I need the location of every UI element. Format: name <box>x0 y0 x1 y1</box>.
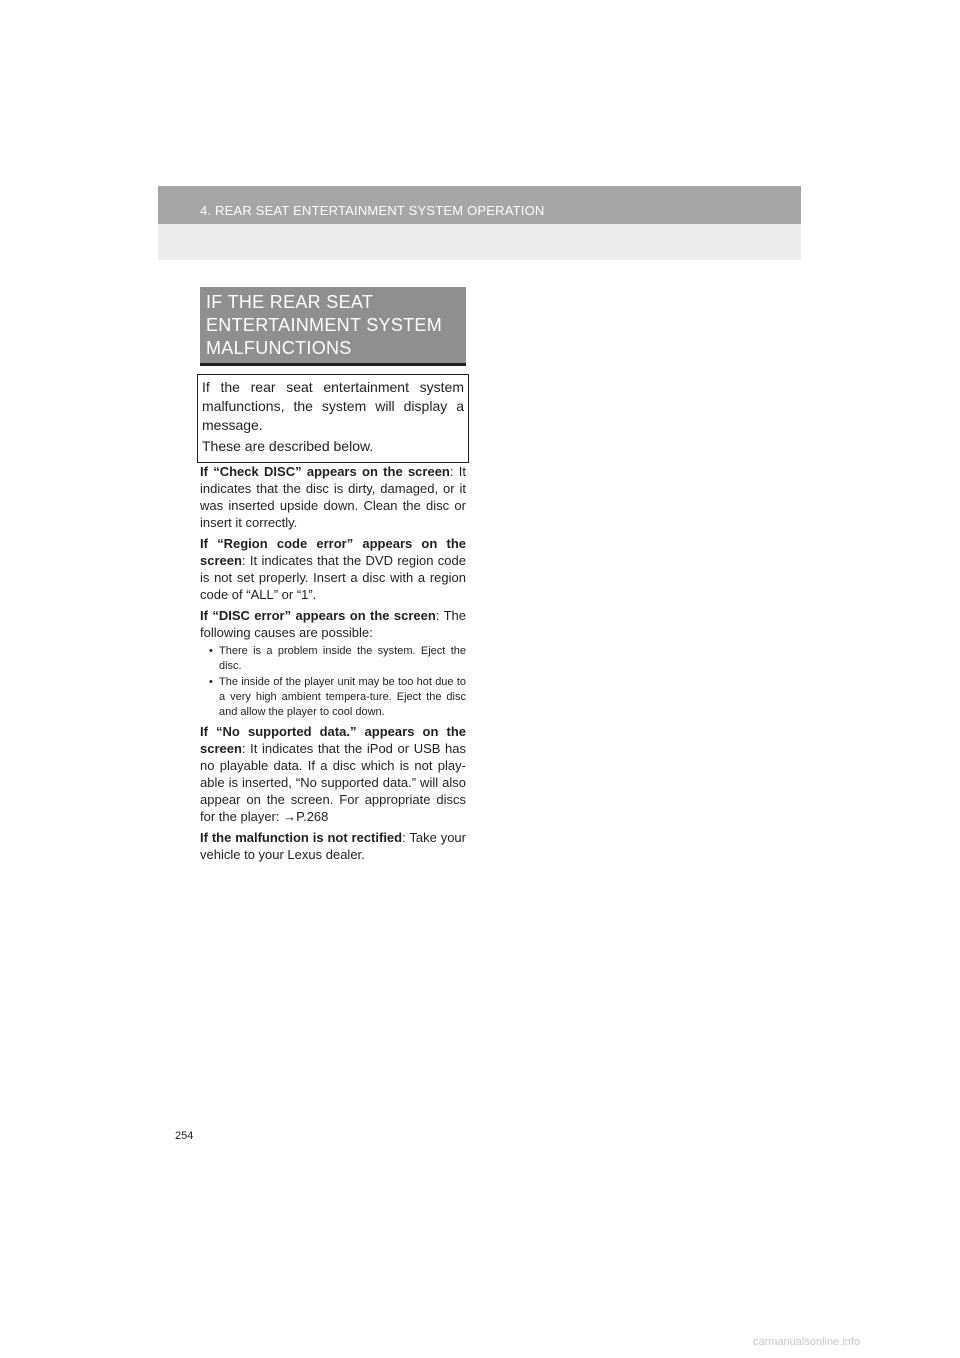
section-heading-box <box>200 287 466 366</box>
message-text: : Take your vehicle to your Lexus dealer. <box>200 830 466 862</box>
message-item-not-rectified <box>200 829 466 863</box>
message-text: : It indicates that the DVD region code is not set properly. Insert a disc with a region code of “ALL” or “1”. <box>200 553 466 602</box>
message-lead: If “Region code error” appears on the screen <box>200 536 466 568</box>
watermark: carmanualsonline.info <box>753 1336 861 1348</box>
message-item-check-disc <box>200 463 466 531</box>
message-lead: If “Check DISC” appears on the screen <box>200 464 450 479</box>
list-item: • The inside of the player unit may be too hot due to a very high ambient tempera-ture. Eject the disc and allow the player to cool down. <box>209 676 466 718</box>
message-lead: If “DISC error” appears on the screen <box>200 608 436 623</box>
message-item-disc-error <box>200 607 466 641</box>
chapter-header <box>158 186 801 260</box>
message-text: : It indicates that the disc is dirty, damaged, or it was inserted upside down. Clean the disc or insert it correctly. <box>200 464 466 530</box>
message-list <box>200 463 466 867</box>
intro-box <box>197 374 469 463</box>
message-item-region-code <box>200 535 466 603</box>
intro-text-2: These are described below. <box>202 438 374 454</box>
message-text: : It indicates that the iPod or USB has no playable data. If a disc which is not play-able is inserted, “No supported data.” will also appear on the screen. For appropriate discs for the player: →P.268 <box>200 741 466 824</box>
chapter-title: 4. REAR SEAT ENTERTAINMENT SYSTEM OPERATION <box>200 203 545 218</box>
page-number: 254 <box>175 1130 194 1142</box>
message-lead: If the malfunction is not rectified <box>200 830 403 845</box>
disc-error-causes <box>200 644 466 720</box>
intro-text: If the rear seat entertainment system malfunctions, the system will display a message. <box>202 379 464 433</box>
message-text: : The following causes are possible: <box>200 608 467 640</box>
section-title: IF THE REAR SEAT ENTERTAINMENT SYSTEM MALFUNCTIONS <box>206 292 443 358</box>
list-item: • There is a problem inside the system. Eject the disc. <box>209 645 466 672</box>
chapter-header-bar <box>158 186 801 224</box>
message-item-no-supported-data <box>200 723 466 825</box>
bullet-icon: • <box>209 645 213 657</box>
message-lead: If “No supported data.” appears on the screen <box>200 724 466 756</box>
bullet-icon: • <box>209 676 213 688</box>
